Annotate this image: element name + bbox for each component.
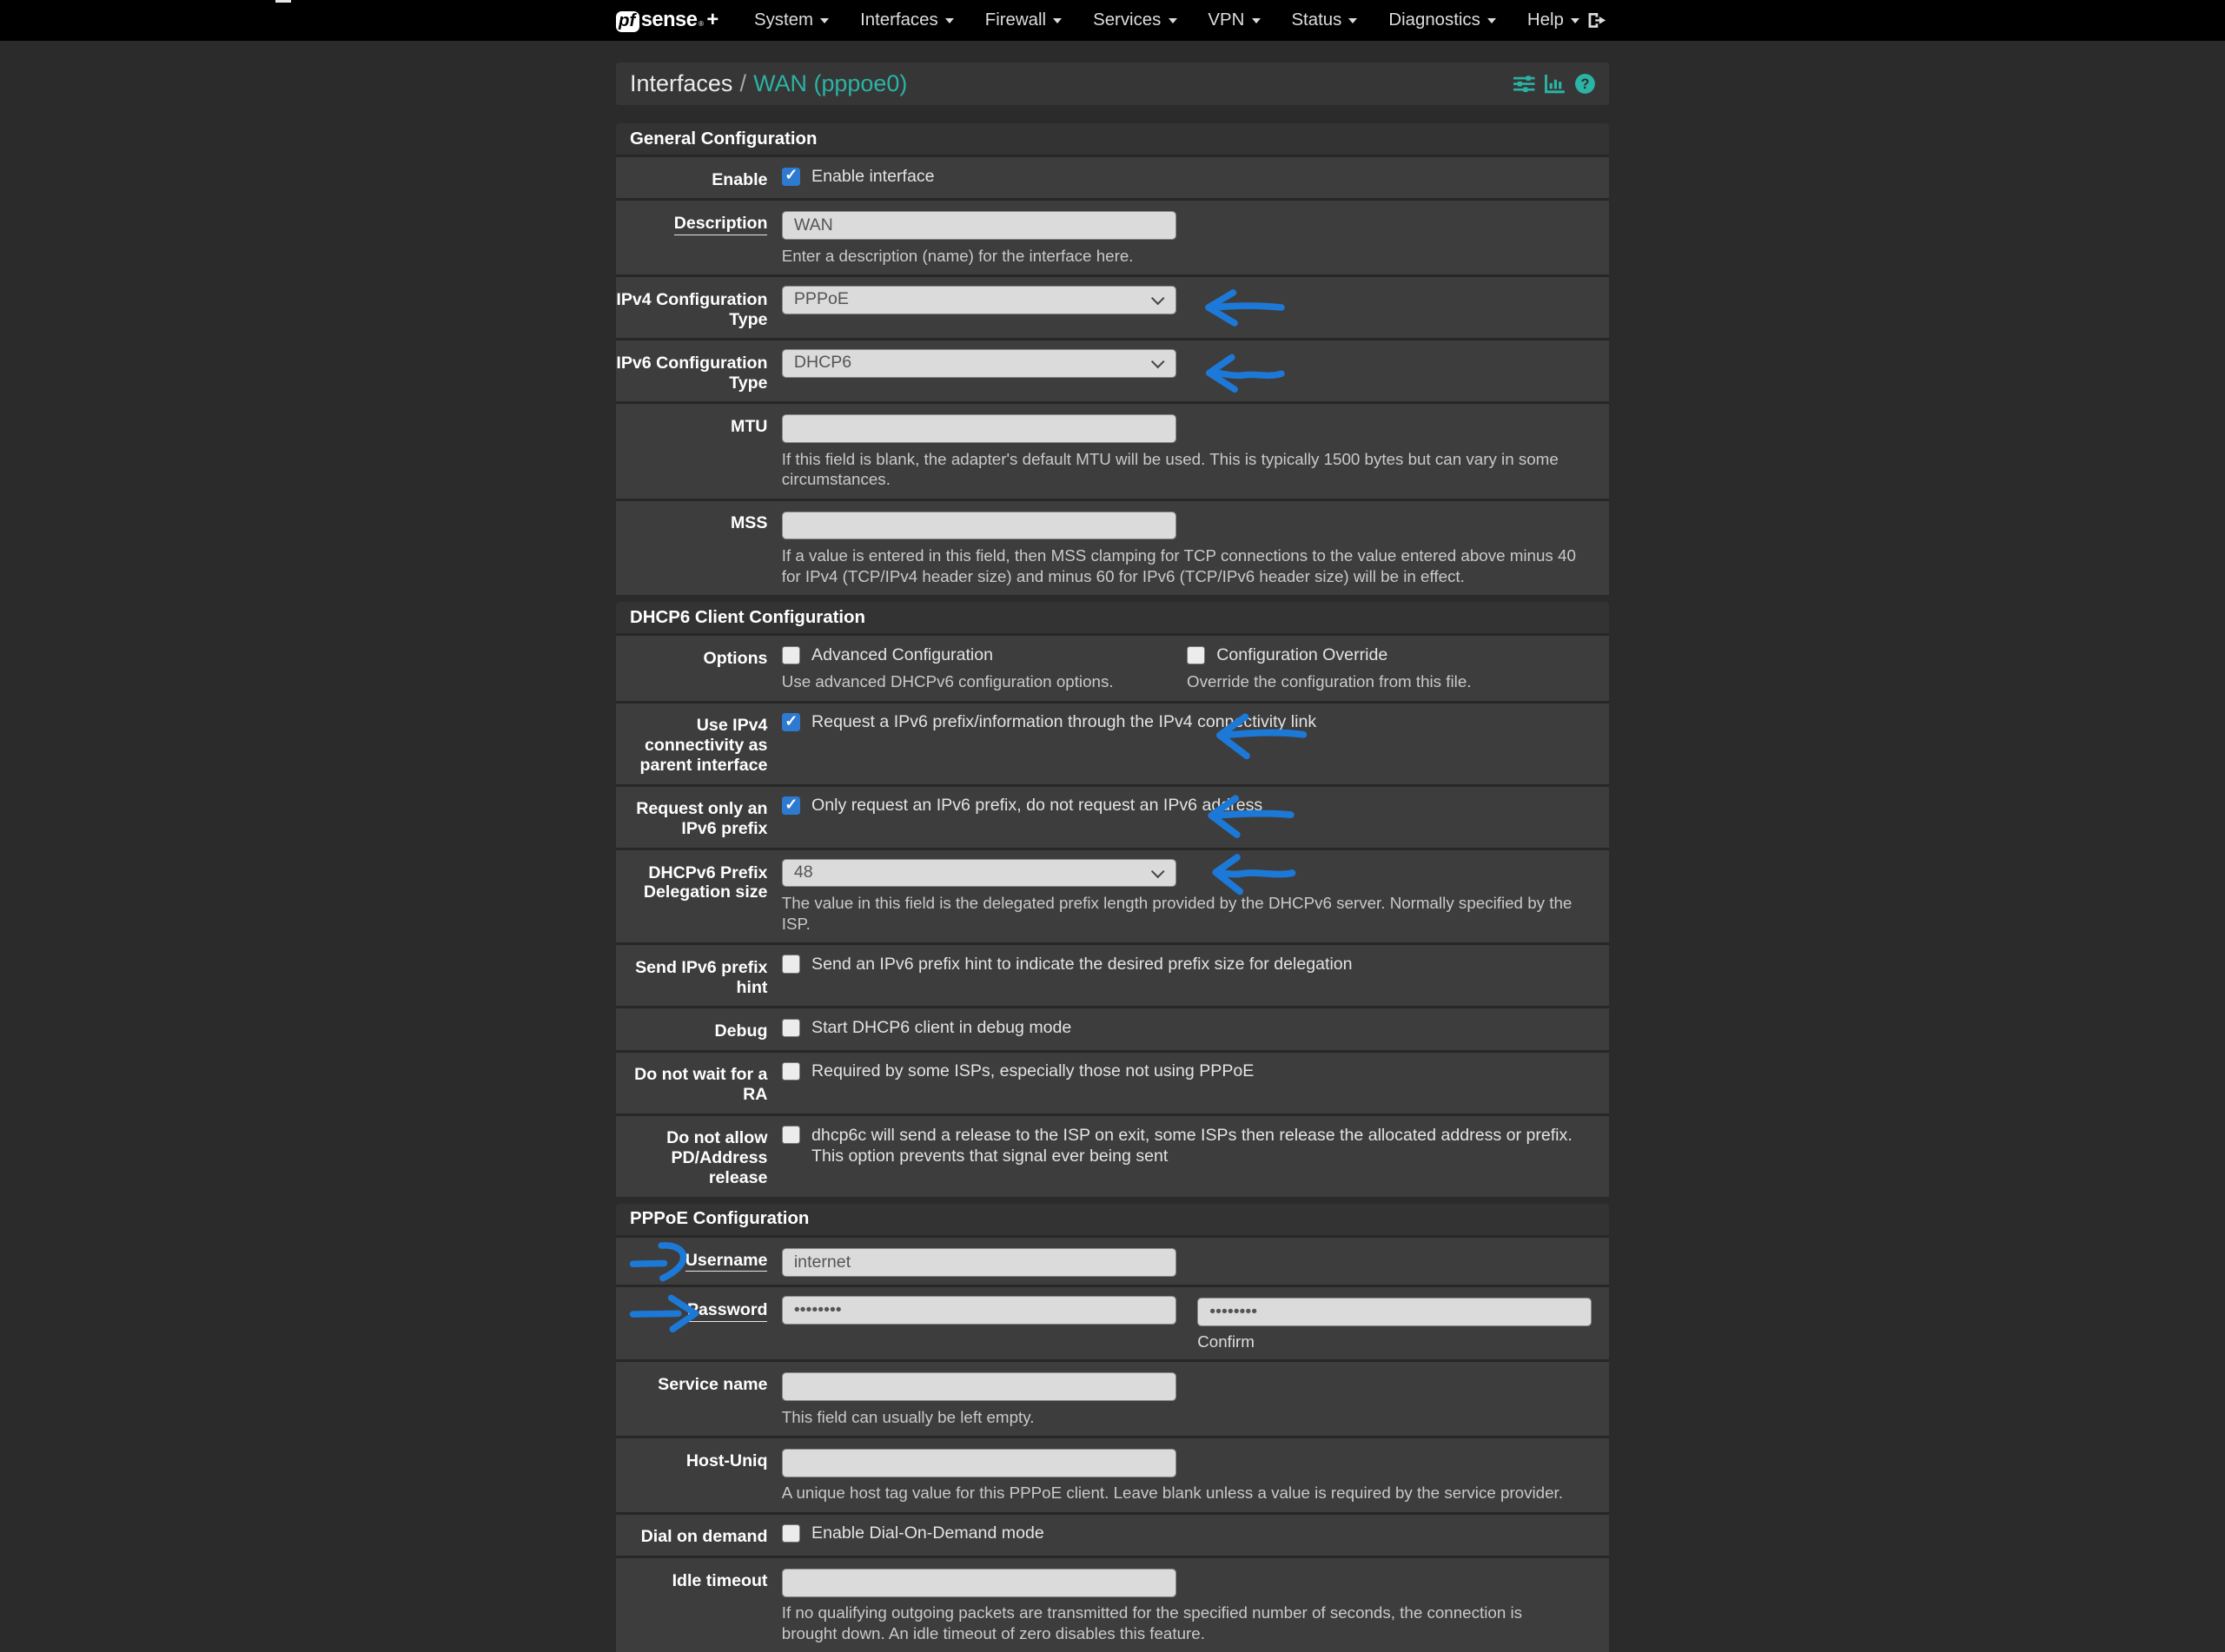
select-caret-icon [1150,292,1164,306]
annotation-arrow-left [1196,287,1288,329]
row-debug: Debug Start DHCP6 client in debug mode [616,1006,1609,1049]
chevron-down-icon [1252,18,1261,23]
nav-item-vpn[interactable]: VPN [1192,0,1275,41]
section-title: DHCP6 Client Configuration [616,602,1609,636]
row-mss: MSS If a value is entered in this field, then MSS clamping for TCP connections to the value entered above minus 40 for IPv4 (TCP/IPv4 header size) and minus 60 for IPv6 (TCP/IPv6 header size) will be in effect. [616,499,1609,595]
row-description: Description WAN Enter a description (name) for the interface here. [616,198,1609,274]
breadcrumb-separator: / [739,69,746,96]
configuration-override-checkbox[interactable] [1187,646,1205,664]
pfsense-logo[interactable] [616,9,718,32]
chevron-down-icon [1053,18,1062,23]
debug-checkbox[interactable] [782,1019,800,1037]
row-ipv6-configuration-type: IPv6 Configuration Type DHCP6 [616,338,1609,401]
confirm-label: Confirm [1197,1332,1255,1351]
checkbox-label: Start DHCP6 client in debug mode [811,1017,1072,1037]
row-enable: Enable ✓ Enable interface [616,157,1609,198]
row-host-uniq: Host-Uniq A unique host tag value for this PPPoE client. Leave blank unless a value is required by the service provider. [616,1436,1609,1512]
checkbox-label: Advanced Configuration [811,645,994,665]
page-header [616,63,1609,105]
panel-pppoe-configuration [616,1204,1609,1652]
svg-text:?: ? [1580,76,1590,93]
row-ipv4-configuration-type: IPv4 Configuration Type PPPoE [616,274,1609,338]
field-help: If this field is blank, the adapter's default MTU will be used. This is typically 1500 bytes but can vary in some circumstances. [781,449,1559,489]
chevron-down-icon [1348,18,1357,23]
no-wait-ra-checkbox[interactable] [782,1062,800,1080]
service-name-input[interactable] [782,1372,1176,1401]
row-do-not-allow-pd-release: Do not allow PD/Address release dhcp6c will send a release to the ISP on exit, some ISPs then release the allocated address or prefix. This option prevents that signal ever being sent [616,1113,1609,1197]
idle-timeout-input[interactable] [782,1569,1176,1597]
row-do-not-wait-for-ra: Do not wait for a RA Required by some ISPs, especially those not using PPPoE [616,1050,1609,1113]
enable-interface-checkbox[interactable] [782,168,800,186]
status-chart-icon[interactable] [1545,75,1565,93]
breadcrumb-current: WAN (pppoe0) [753,69,908,96]
ipv4-type-select[interactable]: PPPoE [782,286,1176,314]
checkbox-label: Only request an IPv6 prefix, do not request an IPv6 address [811,796,1263,816]
checkbox-label: Required by some ISPs, especially those not using PPPoE [811,1061,1255,1081]
row-service-name: Service name This field can usually be left empty. [616,1359,1609,1436]
nav-item-system[interactable]: System [738,0,844,41]
field-help: If no qualifying outgoing packets are transmitted for the specified number of seconds, the connection is brought down. An idle timeout of zero disables this feature. [781,1603,1523,1642]
row-password: Password •••••••• •••••••• Confirm [616,1285,1609,1359]
annotation-arrow-left [1196,348,1288,393]
settings-sliders-icon[interactable] [1513,75,1534,93]
field-help: If a value is entered in this field, then MSS clamping for TCP connections to the value entered above minus 40 for IPv4 (TCP/IPv4 header size) and minus 60 for IPv6 (TCP/IPv6 header size) will be in effect. [781,545,1576,585]
field-help: Use advanced DHCPv6 configuration options. [781,672,1114,691]
nav-item-diagnostics[interactable]: Diagnostics [1373,0,1512,41]
logo-registered-mark: ® [699,19,705,28]
logo-pf-box: pf [616,11,639,32]
chevron-down-icon [820,18,829,23]
row-idle-timeout: Idle timeout If no qualifying outgoing packets are transmitted for the specified number of seconds, the connection is brought down. An idle timeout of zero disables this feature. [616,1556,1609,1652]
section-title: General Configuration [616,123,1609,157]
checkbox-label: Send an IPv6 prefix hint to indicate the desired prefix size for delegation [811,954,1353,974]
nav-menu [738,0,1595,41]
checkbox-label: Configuration Override [1216,645,1388,665]
row-ipv4-parent-interface: Use IPv4 connectivity as parent interface ✓ Request a IPv6 prefix/information through the IPv4 connectivity link [616,701,1609,784]
ipv6-type-select[interactable]: DHCP6 [782,349,1176,378]
chevron-down-icon [945,18,954,23]
checkbox-label: Request a IPv6 prefix/information through the IPv4 connectivity link [811,712,1317,732]
field-help: The value in this field is the delegated prefix length provided by the DHCPv6 server. Normally specified by the ISP. [781,893,1573,933]
nav-item-help[interactable]: Help [1512,0,1595,41]
sign-out-icon[interactable] [1587,10,1608,30]
nav-item-interfaces[interactable]: Interfaces [844,0,970,41]
top-navbar [0,0,2225,41]
select-caret-icon [1150,864,1164,878]
host-uniq-input[interactable] [782,1449,1176,1477]
row-dial-on-demand: Dial on demand Enable Dial-On-Demand mode [616,1512,1609,1556]
dial-on-demand-checkbox[interactable] [782,1524,800,1543]
mtu-input[interactable] [782,414,1176,443]
nav-item-services[interactable]: Services [1077,0,1192,41]
row-dhcpv6-prefix-delegation-size: DHCPv6 Prefix Delegation size 48 The value in this field is the delegated prefix length provided by the DHCPv6 server. Normally specified by the ISP. [616,848,1609,942]
select-caret-icon [1150,355,1164,369]
row-username: Username internet [616,1238,1609,1285]
prefix-delegation-size-select[interactable]: 48 [782,859,1176,888]
only-ipv6-prefix-checkbox[interactable] [782,796,800,815]
row-mtu: MTU If this field is blank, the adapter's default MTU will be used. This is typically 1500 bytes but can vary in some circumstances. [616,401,1609,498]
no-pd-release-checkbox[interactable] [782,1126,800,1144]
logo-name: sense [640,8,698,31]
chevron-down-icon [1487,18,1496,23]
description-input[interactable] [782,211,1176,240]
section-title: PPPoE Configuration [616,1204,1609,1238]
prefix-hint-checkbox[interactable] [782,955,800,973]
row-options: Options Advanced Configuration Use advanced DHCPv6 configuration options. Configuration Override Override the configuration from this file. [616,636,1609,700]
chevron-down-icon [1571,18,1579,23]
advanced-configuration-checkbox[interactable] [782,646,800,664]
field-help: Enter a description (name) for the interface here. [781,246,1134,265]
panel-general-configuration [616,123,1609,595]
mss-input[interactable] [782,512,1176,540]
field-help: This field can usually be left empty. [781,1407,1035,1426]
password-confirm-input[interactable] [1197,1298,1592,1326]
checkbox-label: Enable Dial-On-Demand mode [811,1523,1044,1543]
field-help: Override the configuration from this file. [1186,672,1472,691]
checkbox-label: dhcp6c will send a release to the ISP on exit, some ISPs then release the allocated address or prefix. This option prevents that signal ever being sent [811,1125,1573,1166]
breadcrumb-root[interactable]: Interfaces [630,69,733,96]
row-send-ipv6-prefix-hint: Send IPv6 prefix hint Send an IPv6 prefix hint to indicate the desired prefix size for delegation [616,942,1609,1006]
field-help: A unique host tag value for this PPPoE client. Leave blank unless a value is required by the service provider. [781,1483,1563,1503]
screenshot-artifact [275,0,291,3]
panel-dhcp6-client-configuration [616,602,1609,1197]
ipv4-parent-checkbox[interactable] [782,713,800,731]
password-input[interactable] [782,1296,1176,1325]
logo-plus: + [706,8,719,31]
annotation-arrow-left [1202,850,1298,899]
nav-item-status[interactable]: Status [1275,0,1373,41]
checkbox-label: Enable interface [811,166,935,186]
nav-item-firewall[interactable]: Firewall [970,0,1077,41]
username-input[interactable] [782,1248,1176,1277]
help-icon[interactable] [1575,74,1595,94]
row-request-only-ipv6-prefix: Request only an IPv6 prefix ✓ Only request an IPv6 prefix, do not request an IPv6 address [616,784,1609,848]
chevron-down-icon [1169,18,1177,23]
